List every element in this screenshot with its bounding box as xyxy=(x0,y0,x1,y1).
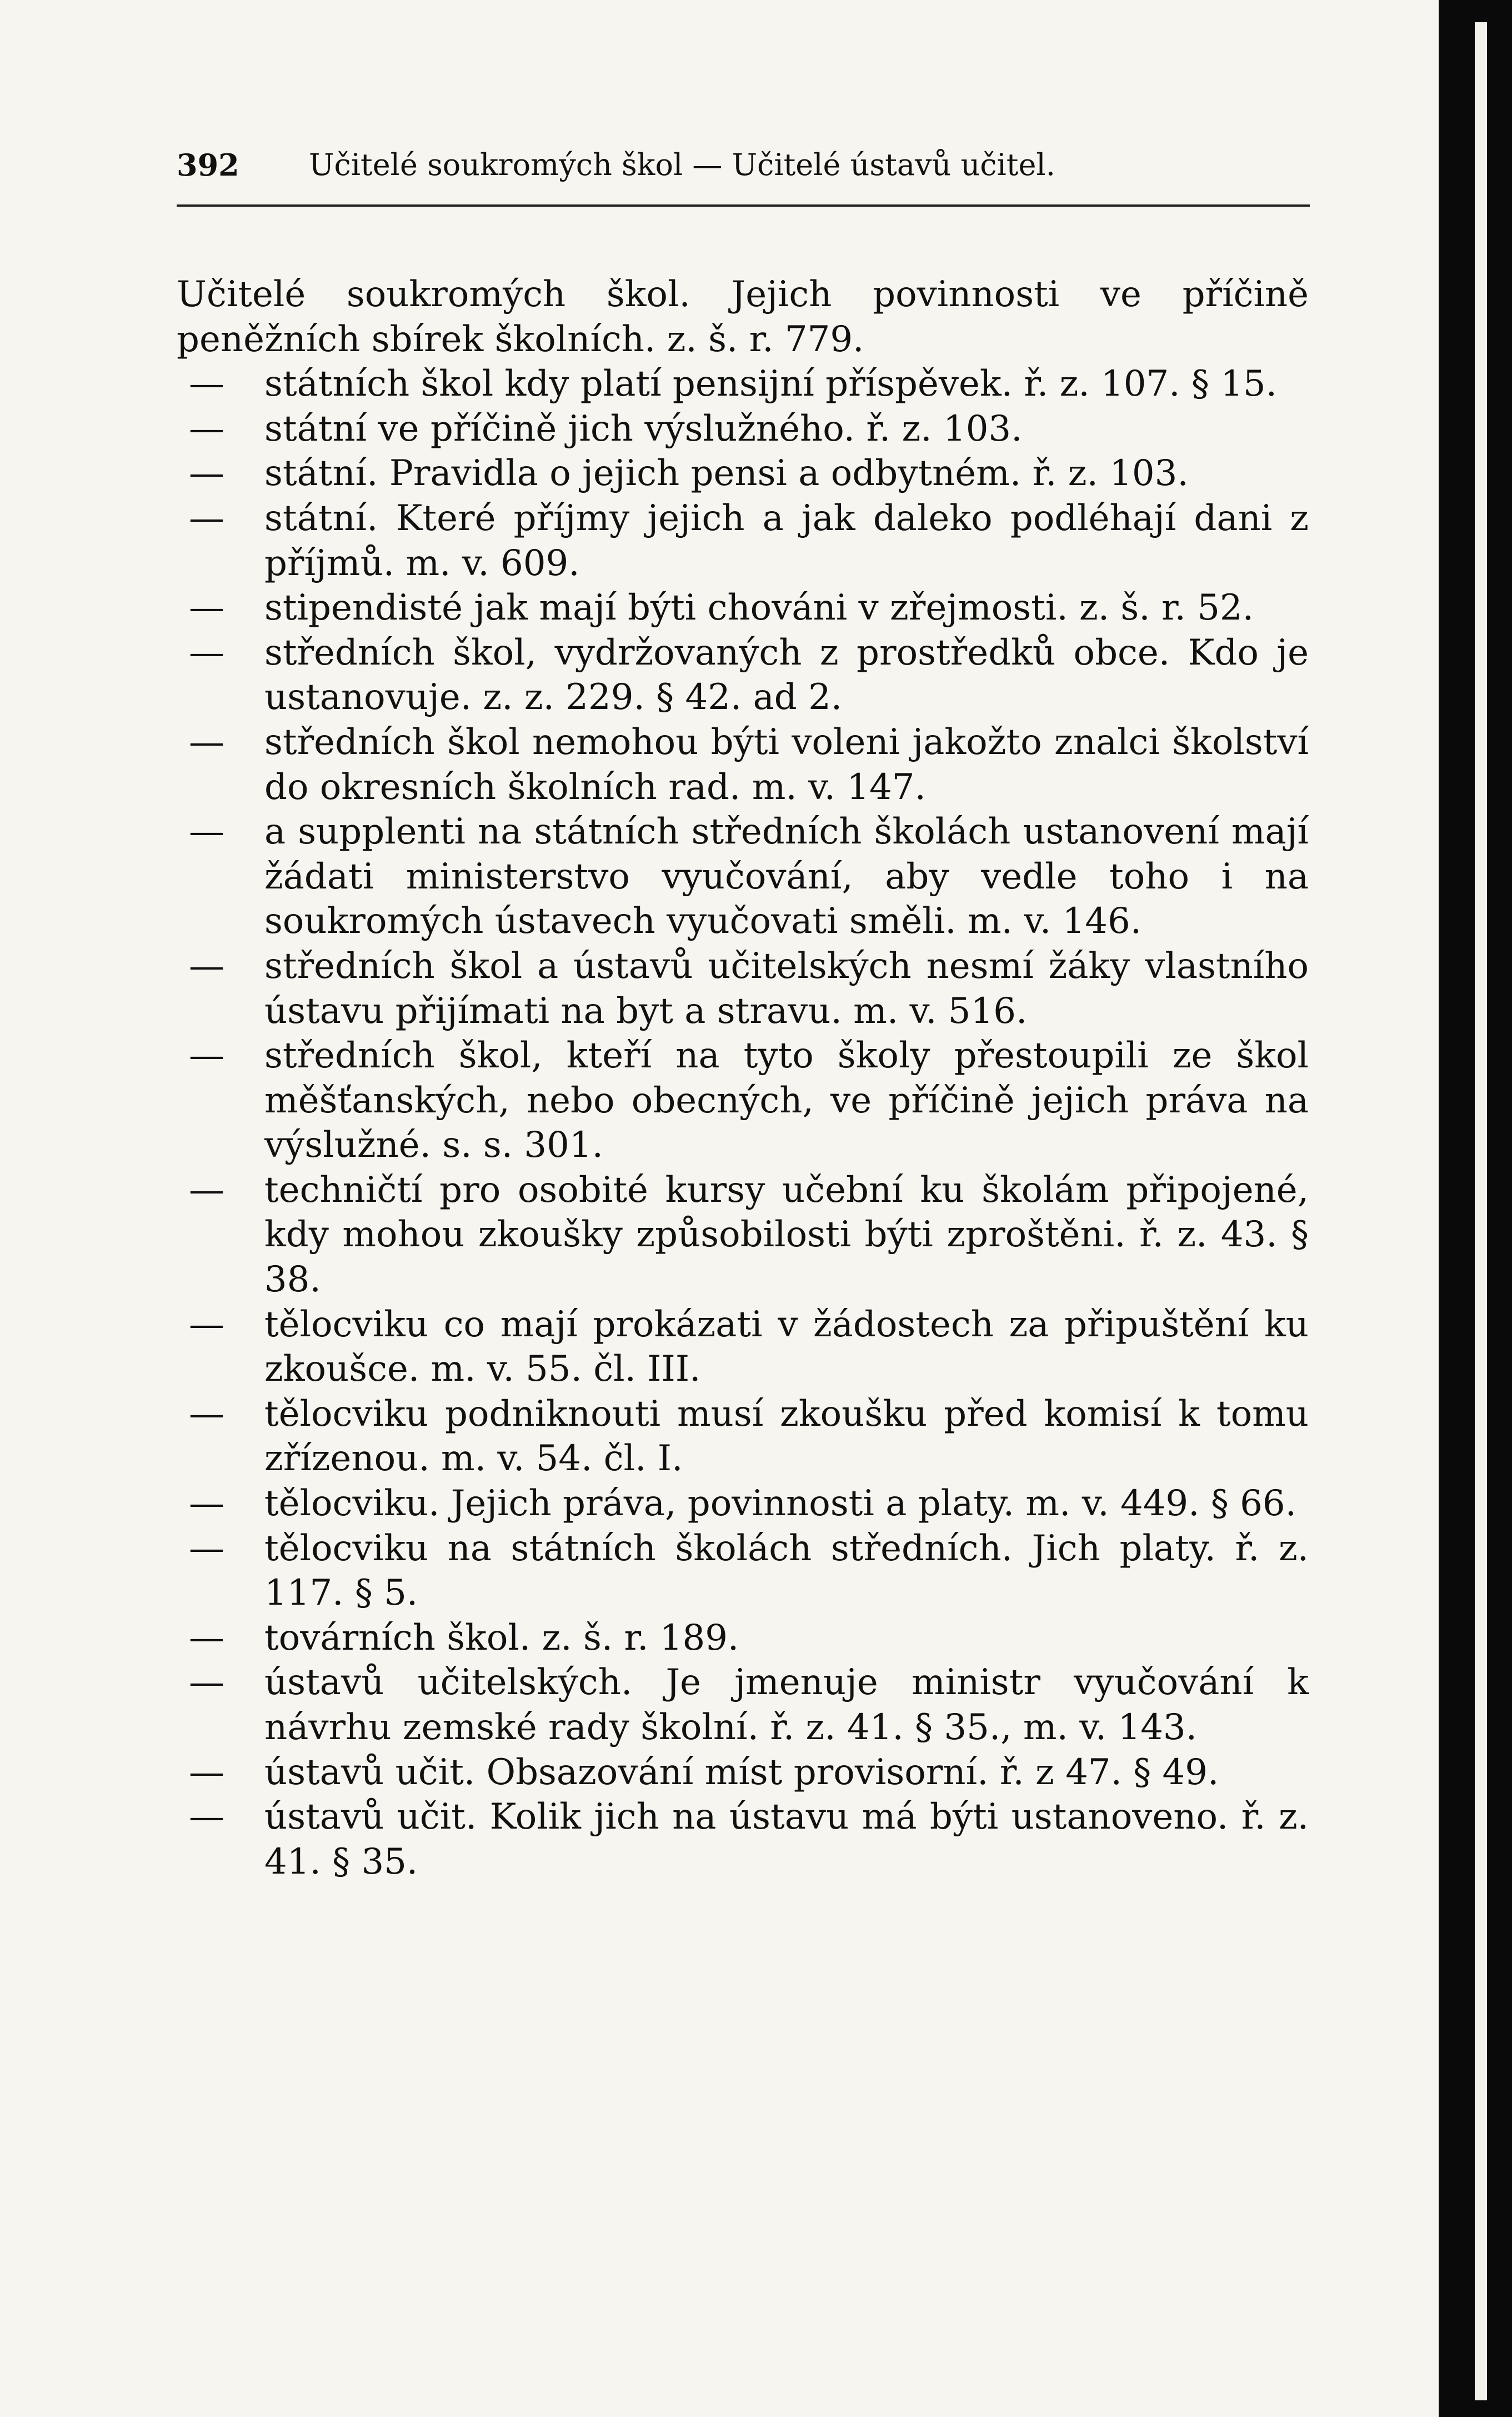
entry-dash: — xyxy=(189,587,224,629)
index-entry xyxy=(0,1795,1309,1884)
entry-dash: — xyxy=(189,632,224,673)
entry-text: středních škol, kteří na tyto školy přestoupili ze škol měšťanských, nebo obecných, ve příčině jejich práva na výslužné. s. s. 301. xyxy=(264,1035,1309,1166)
index-entry xyxy=(0,1616,1309,1661)
entry-dash: — xyxy=(189,1662,224,1704)
entry-text: ústavů učitelských. Je jmenuje ministr vyučování k návrhu zemské rady školní. ř. z. 41. § 35., m. v. 143. xyxy=(264,1662,1309,1748)
index-entry xyxy=(0,1660,1309,1750)
header-rule xyxy=(177,204,1310,207)
index-entry xyxy=(0,810,1309,944)
entry-text: továrních škol. z. š. r. 189. xyxy=(264,1617,739,1659)
entry-text: techničtí pro osobité kursy učební ku školám připojené, kdy mohou zkoušky způsobilosti býti zproštěni. ř. z. 43. § 38. xyxy=(264,1169,1309,1301)
entry-text: ústavů učit. Obsazování míst provisorní. ř. z 47. § 49. xyxy=(264,1751,1219,1793)
index-entry xyxy=(0,451,1309,496)
entry-dash: — xyxy=(189,1527,224,1569)
index-entry xyxy=(0,1168,1309,1302)
entry-dash: — xyxy=(189,1751,224,1793)
entry-text: stipendisté jak mají býti chováni v zřejmosti. z. š. r. 52. xyxy=(264,587,1254,629)
entry-dash: — xyxy=(189,497,224,539)
entry-text: státní. Které příjmy jejich a jak daleko podléhají dani z příjmů. m. v. 609. xyxy=(264,497,1309,584)
entry-dash: — xyxy=(189,721,224,763)
running-header xyxy=(177,147,1310,197)
index-entry xyxy=(0,1526,1309,1616)
entry-dash: — xyxy=(189,1304,224,1345)
entry-dash: — xyxy=(189,1393,224,1435)
entry-text: tělocviku. Jejich práva, povinnosti a platy. m. v. 449. § 66. xyxy=(264,1483,1296,1525)
entry-text: ústavů učit. Kolik jich na ústavu má býti ustanoveno. ř. z. 41. § 35. xyxy=(264,1796,1309,1882)
next-page-edge xyxy=(1475,22,1487,2400)
index-entry xyxy=(0,407,1309,452)
index-entry xyxy=(0,362,1309,407)
index-entry xyxy=(0,272,1309,362)
index-entry xyxy=(0,720,1309,810)
entry-text: tělocviku na státních školách středních. Jich platy. ř. z. 117. § 5. xyxy=(264,1527,1309,1614)
entry-text: tělocviku co mají prokázati v žádostech za připuštění ku zkoušce. m. v. 55. čl. III. xyxy=(264,1304,1309,1390)
index-entry xyxy=(0,631,1309,720)
index-entry xyxy=(0,1750,1309,1795)
index-entry xyxy=(0,944,1309,1033)
entry-dash: — xyxy=(189,1617,224,1659)
entry-dash: — xyxy=(189,1035,224,1077)
index-entry xyxy=(0,586,1309,631)
entry-dash: — xyxy=(189,945,224,987)
entry-text: středních škol nemohou býti voleni jakožto znalci školství do okresních školních rad. m. v. 147. xyxy=(264,721,1309,808)
entry-dash: — xyxy=(189,1169,224,1211)
index-entry xyxy=(0,496,1309,586)
entry-text: státní. Pravidla o jejich pensi a odbytném. ř. z. 103. xyxy=(264,453,1189,495)
entry-dash: — xyxy=(189,363,224,405)
entry-text: středních škol, vydržovaných z prostředků obce. Kdo je ustanovuje. z. z. 229. § 42. ad 2. xyxy=(264,632,1309,718)
entry-text: státní ve příčině jich výslužného. ř. z. 103. xyxy=(264,408,1023,450)
index-entry xyxy=(0,1481,1309,1526)
entry-text: tělocviku podniknouti musí zkoušku před komisí k tomu zřízenou. m. v. 54. čl. I. xyxy=(264,1393,1309,1480)
entry-text: státních škol kdy platí pensijní příspěvek. ř. z. 107. § 15. xyxy=(264,363,1277,405)
index-entry xyxy=(0,1392,1309,1481)
index-entry xyxy=(0,1033,1309,1168)
entry-dash: — xyxy=(189,408,224,450)
index-entry xyxy=(0,1302,1309,1392)
entry-dash: — xyxy=(189,1796,224,1838)
index-entries xyxy=(0,272,1439,1884)
entry-dash: — xyxy=(189,811,224,853)
page-number: 392 xyxy=(177,147,239,183)
entry-text: a supplenti na státních středních školách ustanovení mají žádati ministerstvo vyučování, aby vedle toho i na soukromých ústavech vyučovati směli. m. v. 146. xyxy=(264,811,1309,942)
entry-text: Učitelé soukromých škol. Jejich povinnosti ve příčině peněžních sbírek školních. z. š. r. 779. xyxy=(177,274,1309,360)
running-title: Učitelé soukromých škol — Učitelé ústavů učitel. xyxy=(309,147,1055,182)
entry-text: středních škol a ústavů učitelských nesmí žáky vlastního ústavu přijímati na byt a stravu. m. v. 516. xyxy=(264,945,1309,1032)
entry-dash: — xyxy=(189,453,224,495)
entry-dash: — xyxy=(189,1483,224,1525)
